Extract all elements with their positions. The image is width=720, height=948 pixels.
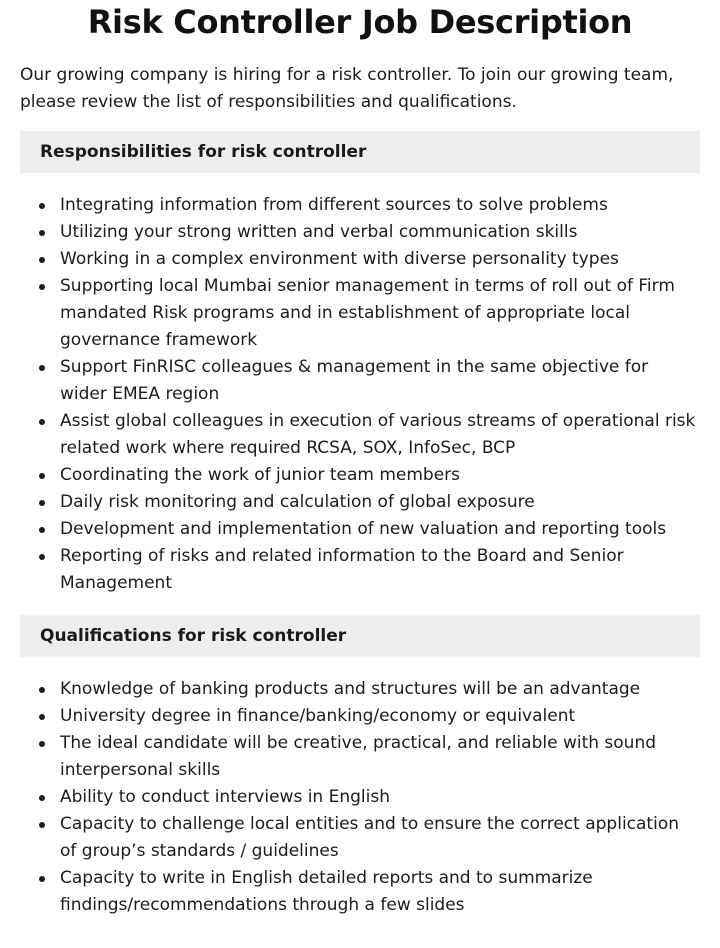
responsibilities-list <box>20 192 700 597</box>
responsibility-text: Assist global colleagues in execution of various streams of operational risk related work where required RCSA, SOX, InfoSec, BCP <box>60 411 696 458</box>
qualification-item <box>60 703 700 730</box>
qualification-item <box>60 784 700 811</box>
bullet-icon <box>39 527 45 533</box>
qualification-text: The ideal candidate will be creative, practical, and reliable with sound interpersonal skills <box>60 733 657 780</box>
responsibility-item <box>60 273 700 354</box>
bullet-icon <box>39 876 45 882</box>
responsibility-text: Reporting of risks and related information to the Board and Senior Management <box>60 546 624 593</box>
bullet-icon <box>39 365 45 371</box>
responsibility-text: Development and implementation of new valuation and reporting tools <box>60 519 667 539</box>
bullet-icon <box>39 230 45 236</box>
qualification-text: Ability to conduct interviews in English <box>60 787 390 807</box>
qualification-item <box>60 865 700 919</box>
responsibility-item <box>60 462 700 489</box>
qualification-item <box>60 676 700 703</box>
qualifications-list <box>20 676 700 919</box>
bullet-icon <box>39 419 45 425</box>
responsibilities-heading: Responsibilities for risk controller <box>20 131 700 173</box>
responsibility-item <box>60 246 700 273</box>
bullet-icon <box>39 714 45 720</box>
bullet-icon <box>39 795 45 801</box>
responsibility-item <box>60 489 700 516</box>
qualification-text: Knowledge of banking products and structures will be an advantage <box>60 679 641 699</box>
bullet-icon <box>39 257 45 263</box>
responsibility-text: Supporting local Mumbai senior management in terms of roll out of Firm mandated Risk programs and in establishment of appropriate local governance framework <box>60 276 675 350</box>
responsibility-item <box>60 219 700 246</box>
bullet-icon <box>39 554 45 560</box>
responsibility-item <box>60 408 700 462</box>
responsibility-item <box>60 516 700 543</box>
responsibility-item <box>60 192 700 219</box>
qualification-item <box>60 811 700 865</box>
responsibility-item <box>60 543 700 597</box>
bullet-icon <box>39 741 45 747</box>
bullet-icon <box>39 203 45 209</box>
bullet-icon <box>39 500 45 506</box>
qualification-text: Capacity to write in English detailed reports and to summarize findings/recommendations through a few slides <box>60 868 593 915</box>
bullet-icon <box>39 687 45 693</box>
responsibility-text: Daily risk monitoring and calculation of global exposure <box>60 492 535 512</box>
qualification-text: University degree in finance/banking/economy or equivalent <box>60 706 576 726</box>
qualifications-heading: Qualifications for risk controller <box>20 615 700 657</box>
bullet-icon <box>39 473 45 479</box>
bullet-icon <box>39 284 45 290</box>
bullet-icon <box>39 822 45 828</box>
qualification-item <box>60 730 700 784</box>
qualification-text: Capacity to challenge local entities and to ensure the correct application of group’s standards / guidelines <box>60 814 679 861</box>
responsibility-text: Integrating information from different sources to solve problems <box>60 195 608 215</box>
responsibility-item <box>60 354 700 408</box>
responsibility-text: Coordinating the work of junior team members <box>60 465 461 485</box>
intro-paragraph: Our growing company is hiring for a risk controller. To join our growing team, please review the list of responsibilities and qualifications. <box>20 65 674 112</box>
responsibility-text: Working in a complex environment with diverse personality types <box>60 249 619 269</box>
responsibility-text: Utilizing your strong written and verbal communication skills <box>60 222 578 242</box>
responsibility-text: Support FinRISC colleagues & management in the same objective for wider EMEA region <box>60 357 649 404</box>
page-title: Risk Controller Job Description <box>87 3 633 41</box>
